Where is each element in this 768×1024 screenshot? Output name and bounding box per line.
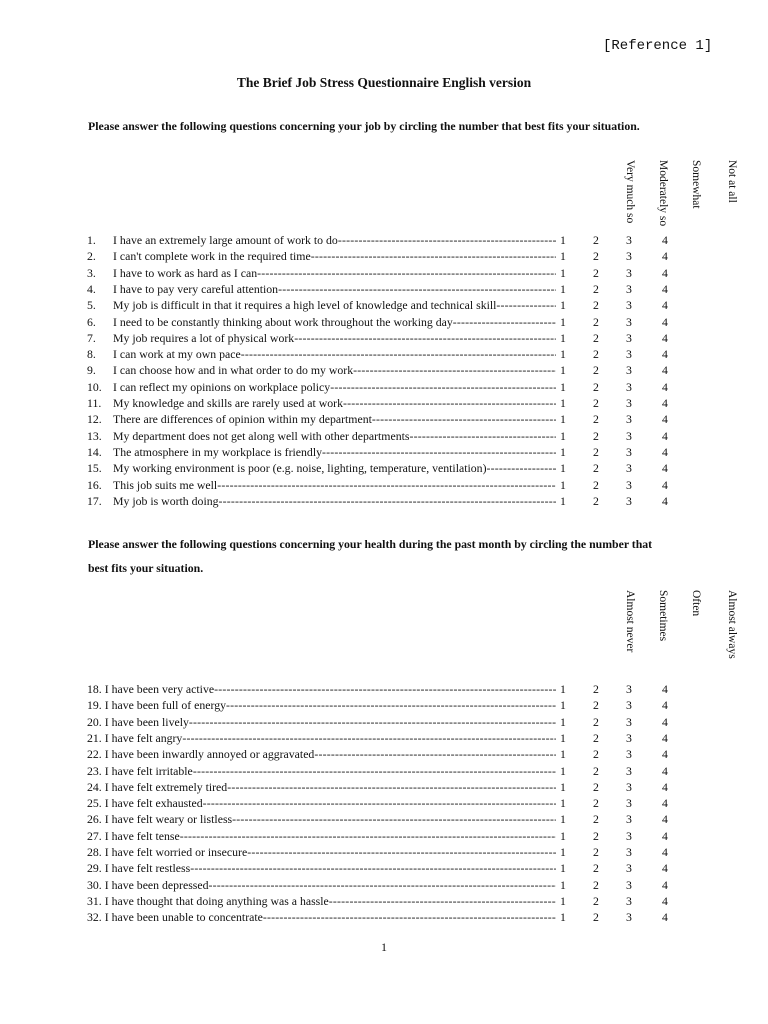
question-text (113, 248, 556, 264)
answer-option-4[interactable]: 4 (662, 461, 668, 476)
answer-option-3[interactable]: 3 (626, 379, 632, 394)
answer-option-1[interactable]: 1 (560, 747, 566, 762)
question-text (113, 460, 556, 476)
question-row (0, 860, 768, 876)
answer-option-3[interactable]: 3 (626, 877, 632, 892)
dot-leader (232, 812, 556, 826)
question-number: 4. (87, 281, 96, 296)
page-number: 1 (381, 940, 387, 954)
scale-header-3: Often (690, 590, 702, 617)
question-label: 30. I have been depressed (87, 877, 209, 892)
answer-option-4[interactable]: 4 (662, 412, 668, 427)
answer-option-1[interactable]: 1 (560, 265, 566, 280)
answer-option-4[interactable]: 4 (662, 714, 668, 729)
answer-option-4[interactable]: 4 (662, 910, 668, 925)
question-label: I need to be constantly thinking about work throughout the working day (113, 314, 453, 329)
answer-option-4[interactable]: 4 (662, 845, 668, 859)
question-row (0, 330, 768, 346)
question-number: 15. (87, 461, 102, 476)
answer-option-1[interactable]: 1 (560, 477, 566, 492)
question-label: My job is worth doing (113, 493, 219, 508)
answer-option-2[interactable]: 2 (593, 477, 599, 492)
answer-option-2[interactable]: 2 (593, 812, 599, 827)
page-title: The Brief Job Stress Questionnaire English version (236, 75, 532, 90)
question-label: 21. I have felt angry (87, 730, 183, 745)
dot-leader (322, 445, 556, 459)
answer-option-3[interactable]: 3 (626, 682, 632, 696)
answer-option-3[interactable]: 3 (626, 233, 632, 247)
question-text (87, 714, 556, 730)
answer-option-1[interactable]: 1 (560, 249, 566, 264)
answer-option-1[interactable]: 1 (560, 812, 566, 827)
question-number: 5. (87, 298, 96, 313)
question-text (87, 844, 556, 860)
question-label: I can choose how and in what order to do my work (113, 363, 354, 378)
scale-header-2: Sometimes (657, 590, 669, 642)
question-row (0, 828, 768, 844)
answer-option-3[interactable]: 3 (626, 363, 632, 378)
question-label: 28. I have felt worried or insecure (87, 845, 248, 859)
question-text (113, 265, 556, 281)
question-row (0, 248, 768, 264)
dot-leader (257, 266, 556, 280)
answer-option-2[interactable]: 2 (593, 330, 599, 345)
question-text (87, 730, 556, 746)
question-label: The atmosphere in my workplace is friendly (113, 444, 323, 459)
dot-leader (247, 845, 556, 859)
question-text (87, 828, 556, 844)
answer-option-2[interactable]: 2 (593, 314, 599, 329)
dot-leader (193, 764, 556, 778)
dot-leader (203, 796, 556, 810)
question-row (0, 314, 768, 330)
question-row (0, 297, 768, 313)
question-text (113, 477, 556, 493)
question-row (0, 265, 768, 281)
question-row (0, 746, 768, 762)
answer-option-1[interactable]: 1 (560, 298, 566, 313)
answer-option-3[interactable]: 3 (626, 314, 632, 329)
dot-leader (372, 412, 556, 426)
answer-option-4[interactable]: 4 (662, 877, 668, 892)
question-row (0, 411, 768, 427)
dot-leader (410, 429, 557, 443)
answer-option-3[interactable]: 3 (626, 444, 632, 459)
question-row (0, 477, 768, 493)
question-label: I can work at my own pace (113, 347, 241, 362)
question-row (0, 395, 768, 411)
question-number: 2. (87, 249, 96, 264)
dot-leader (219, 494, 556, 508)
answer-option-4[interactable]: 4 (662, 730, 668, 745)
question-label: 27. I have felt tense (87, 828, 180, 843)
answer-option-2[interactable]: 2 (593, 298, 599, 313)
answer-option-3[interactable]: 3 (626, 428, 632, 443)
question-row (0, 714, 768, 730)
question-text (113, 297, 556, 313)
answer-option-1[interactable]: 1 (560, 877, 566, 892)
question-row (0, 730, 768, 746)
answer-option-2[interactable]: 2 (593, 714, 599, 729)
question-row (0, 362, 768, 378)
dot-leader (311, 249, 556, 263)
answer-option-3[interactable]: 3 (626, 298, 632, 313)
answer-option-3[interactable]: 3 (626, 828, 632, 843)
question-label: 29. I have felt restless (87, 861, 191, 876)
answer-option-4[interactable]: 4 (662, 682, 668, 696)
question-number: 11. (87, 396, 102, 410)
answer-option-3[interactable]: 3 (626, 461, 632, 476)
answer-option-4[interactable]: 4 (662, 444, 668, 459)
answer-option-4[interactable]: 4 (662, 379, 668, 394)
question-label: I have to pay very careful attention (113, 281, 279, 296)
answer-option-2[interactable]: 2 (593, 877, 599, 892)
answer-option-1[interactable]: 1 (560, 796, 566, 811)
question-text (87, 697, 556, 713)
question-number: 1. (87, 233, 96, 247)
answer-option-1[interactable]: 1 (560, 730, 566, 745)
answer-option-2[interactable]: 2 (593, 379, 599, 394)
job-section-instruction: Please answer the following questions concerning your job by circling the number that best fits your situation. (88, 119, 640, 133)
dot-leader (209, 878, 556, 892)
answer-option-3[interactable]: 3 (626, 796, 632, 811)
question-text (113, 395, 556, 411)
dot-leader (241, 347, 556, 361)
question-number: 17. (87, 493, 102, 508)
answer-option-1[interactable]: 1 (560, 412, 566, 427)
question-number: 13. (87, 428, 102, 443)
question-number: 12. (87, 412, 102, 427)
question-text (113, 232, 556, 248)
dot-leader (217, 478, 556, 492)
answer-option-1[interactable]: 1 (560, 493, 566, 508)
answer-option-4[interactable]: 4 (662, 281, 668, 296)
question-label: My job requires a lot of physical work (113, 330, 295, 345)
answer-option-3[interactable]: 3 (626, 281, 632, 296)
dot-leader (294, 331, 556, 345)
answer-option-1[interactable]: 1 (560, 363, 566, 378)
question-number: 9. (87, 363, 96, 378)
question-row (0, 281, 768, 297)
answer-option-1[interactable]: 1 (560, 682, 566, 696)
scale-header-2: Moderately so (657, 160, 669, 227)
question-text (113, 346, 556, 362)
question-label: 32. I have been unable to concentrate (87, 910, 263, 925)
answer-option-4[interactable]: 4 (662, 396, 668, 410)
answer-option-2[interactable]: 2 (593, 233, 599, 247)
answer-option-1[interactable]: 1 (560, 281, 566, 296)
question-number: 3. (87, 265, 96, 280)
dot-leader (214, 682, 556, 696)
answer-option-4[interactable]: 4 (662, 893, 668, 908)
answer-option-1[interactable]: 1 (560, 714, 566, 729)
answer-option-4[interactable]: 4 (662, 779, 668, 794)
question-text (113, 379, 556, 395)
answer-option-4[interactable]: 4 (662, 812, 668, 827)
dot-leader (487, 461, 557, 475)
question-row (0, 444, 768, 460)
question-label: I can reflect my opinions on workplace policy (113, 379, 331, 394)
question-text (113, 444, 556, 460)
answer-option-4[interactable]: 4 (662, 763, 668, 778)
answer-option-2[interactable]: 2 (593, 347, 599, 362)
answer-option-1[interactable]: 1 (560, 698, 566, 713)
question-label: This job suits me well (113, 477, 218, 492)
question-row (0, 877, 768, 893)
answer-option-2[interactable]: 2 (593, 747, 599, 762)
answer-option-1[interactable]: 1 (560, 845, 566, 859)
answer-option-4[interactable]: 4 (662, 314, 668, 329)
answer-option-3[interactable]: 3 (626, 265, 632, 280)
scale-header-3: Somewhat (690, 160, 702, 209)
answer-option-4[interactable]: 4 (662, 298, 668, 313)
answer-option-4[interactable]: 4 (662, 233, 668, 247)
question-number: 6. (87, 314, 96, 329)
question-row (0, 763, 768, 779)
question-row (0, 779, 768, 795)
answer-option-4[interactable]: 4 (662, 330, 668, 345)
dot-leader (453, 315, 556, 329)
answer-option-3[interactable]: 3 (626, 812, 632, 827)
reference-label: [Reference 1] (603, 38, 713, 54)
question-label: 18. I have been very active (87, 682, 215, 696)
question-label: I have to work as hard as I can (113, 265, 258, 280)
answer-option-2[interactable]: 2 (593, 281, 599, 296)
dot-leader (227, 780, 556, 794)
answer-option-2[interactable]: 2 (593, 444, 599, 459)
answer-option-3[interactable]: 3 (626, 910, 632, 925)
question-label: 22. I have been inwardly annoyed or aggravated (87, 747, 315, 762)
answer-option-4[interactable]: 4 (662, 265, 668, 280)
answer-option-2[interactable]: 2 (593, 265, 599, 280)
question-text (87, 746, 556, 762)
question-text (87, 893, 556, 909)
dot-leader (343, 396, 556, 410)
question-label: 26. I have felt weary or listless (87, 812, 233, 827)
dot-leader (278, 282, 556, 296)
question-text (113, 281, 556, 297)
dot-leader (338, 233, 556, 247)
answer-option-2[interactable]: 2 (593, 779, 599, 794)
question-text (87, 811, 556, 827)
question-label: 23. I have felt irritable (87, 763, 193, 778)
answer-option-3[interactable]: 3 (626, 893, 632, 908)
question-number: 8. (87, 347, 96, 362)
answer-option-4[interactable]: 4 (662, 363, 668, 378)
dot-leader (226, 698, 556, 712)
answer-option-1[interactable]: 1 (560, 861, 566, 876)
question-label: 31. I have thought that doing anything was a hassle (87, 893, 329, 908)
answer-option-3[interactable]: 3 (626, 845, 632, 859)
answer-option-1[interactable]: 1 (560, 379, 566, 394)
question-row (0, 379, 768, 395)
answer-option-1[interactable]: 1 (560, 910, 566, 925)
answer-option-4[interactable]: 4 (662, 828, 668, 843)
answer-option-2[interactable]: 2 (593, 363, 599, 378)
question-text (113, 314, 556, 330)
question-row (0, 493, 768, 509)
question-label: My working environment is poor (e.g. noise, lighting, temperature, ventilation) (113, 461, 487, 476)
answer-option-1[interactable]: 1 (560, 428, 566, 443)
answer-option-4[interactable]: 4 (662, 477, 668, 492)
answer-option-4[interactable]: 4 (662, 428, 668, 443)
dot-leader (329, 894, 556, 908)
question-label: There are differences of opinion within my department (113, 412, 372, 427)
answer-option-1[interactable]: 1 (560, 444, 566, 459)
answer-option-1[interactable]: 1 (560, 779, 566, 794)
question-row (0, 893, 768, 909)
answer-option-2[interactable]: 2 (593, 698, 599, 713)
question-row (0, 697, 768, 713)
answer-option-4[interactable]: 4 (662, 796, 668, 811)
question-text (87, 909, 556, 925)
question-label: 20. I have been lively (87, 714, 189, 729)
answer-option-4[interactable]: 4 (662, 493, 668, 508)
question-label: My job is difficult in that it requires a high level of knowledge and technical skill (113, 298, 497, 313)
question-row (0, 428, 768, 444)
answer-option-2[interactable]: 2 (593, 730, 599, 745)
answer-option-1[interactable]: 1 (560, 396, 566, 410)
dot-leader (496, 298, 556, 312)
answer-option-3[interactable]: 3 (626, 330, 632, 345)
dot-leader (353, 363, 556, 377)
answer-option-4[interactable]: 4 (662, 347, 668, 362)
answer-option-2[interactable]: 2 (593, 682, 599, 696)
question-text (113, 362, 556, 378)
question-text (113, 411, 556, 427)
dot-leader (190, 861, 556, 875)
answer-option-3[interactable]: 3 (626, 347, 632, 362)
answer-option-2[interactable]: 2 (593, 396, 599, 410)
question-text (113, 493, 556, 509)
answer-option-2[interactable]: 2 (593, 861, 599, 876)
answer-option-2[interactable]: 2 (593, 893, 599, 908)
question-row (0, 232, 768, 248)
answer-option-1[interactable]: 1 (560, 893, 566, 908)
question-text (87, 681, 556, 697)
question-label: 25. I have felt exhausted (87, 796, 203, 811)
question-number: 14. (87, 444, 102, 459)
question-row (0, 811, 768, 827)
question-text (113, 330, 556, 346)
scale-header-1: Very much so (624, 160, 636, 224)
answer-option-4[interactable]: 4 (662, 249, 668, 264)
answer-option-4[interactable]: 4 (662, 747, 668, 762)
question-text (87, 779, 556, 795)
question-label: I can't complete work in the required time (113, 249, 311, 264)
answer-option-2[interactable]: 2 (593, 845, 599, 859)
scale-header-4: Not at all (726, 160, 738, 203)
answer-option-3[interactable]: 3 (626, 412, 632, 427)
answer-option-3[interactable]: 3 (626, 477, 632, 492)
question-row (0, 909, 768, 925)
answer-option-3[interactable]: 3 (626, 714, 632, 729)
answer-option-2[interactable]: 2 (593, 249, 599, 264)
question-text (113, 428, 556, 444)
question-row (0, 844, 768, 860)
dot-leader (314, 747, 556, 761)
answer-option-3[interactable]: 3 (626, 763, 632, 778)
answer-option-2[interactable]: 2 (593, 910, 599, 925)
question-number: 10. (87, 379, 102, 394)
dot-leader (263, 910, 556, 924)
answer-option-1[interactable]: 1 (560, 347, 566, 362)
dot-leader (180, 829, 556, 843)
answer-option-3[interactable]: 3 (626, 493, 632, 508)
answer-option-1[interactable]: 1 (560, 828, 566, 843)
question-text (87, 763, 556, 779)
question-number: 16. (87, 477, 102, 492)
question-label: 19. I have been full of energy (87, 698, 226, 713)
question-number: 7. (87, 330, 96, 345)
answer-option-3[interactable]: 3 (626, 861, 632, 876)
scale-header-4: Almost always (726, 590, 738, 659)
scale-header-1: Almost never (624, 590, 636, 653)
answer-option-2[interactable]: 2 (593, 428, 599, 443)
answer-option-2[interactable]: 2 (593, 412, 599, 427)
answer-option-4[interactable]: 4 (662, 698, 668, 713)
health-section-instruction: Please answer the following questions concerning your health during the past month by circling the number that best fits your situation. (88, 537, 653, 575)
answer-option-1[interactable]: 1 (560, 314, 566, 329)
answer-option-4[interactable]: 4 (662, 861, 668, 876)
question-text (87, 877, 556, 893)
answer-option-3[interactable]: 3 (626, 747, 632, 762)
answer-option-3[interactable]: 3 (626, 396, 632, 410)
answer-option-3[interactable]: 3 (626, 779, 632, 794)
answer-option-1[interactable]: 1 (560, 233, 566, 247)
question-row (0, 681, 768, 697)
answer-option-1[interactable]: 1 (560, 763, 566, 778)
dot-leader (182, 731, 556, 745)
answer-option-1[interactable]: 1 (560, 461, 566, 476)
question-row (0, 346, 768, 362)
question-text (87, 795, 556, 811)
question-label: I have an extremely large amount of work to do (113, 233, 338, 247)
answer-option-2[interactable]: 2 (593, 493, 599, 508)
question-text (87, 860, 556, 876)
answer-option-3[interactable]: 3 (626, 730, 632, 745)
answer-option-2[interactable]: 2 (593, 461, 599, 476)
dot-leader (330, 380, 556, 394)
answer-option-2[interactable]: 2 (593, 763, 599, 778)
dot-leader (189, 715, 556, 729)
answer-option-2[interactable]: 2 (593, 828, 599, 843)
answer-option-2[interactable]: 2 (593, 796, 599, 811)
answer-option-3[interactable]: 3 (626, 698, 632, 713)
question-label: My knowledge and skills are rarely used at work (113, 396, 343, 410)
question-row (0, 795, 768, 811)
question-label: My department does not get along well with other departments (113, 428, 410, 443)
answer-option-3[interactable]: 3 (626, 249, 632, 264)
answer-option-1[interactable]: 1 (560, 330, 566, 345)
question-label: 24. I have felt extremely tired (87, 779, 228, 794)
question-row (0, 460, 768, 476)
